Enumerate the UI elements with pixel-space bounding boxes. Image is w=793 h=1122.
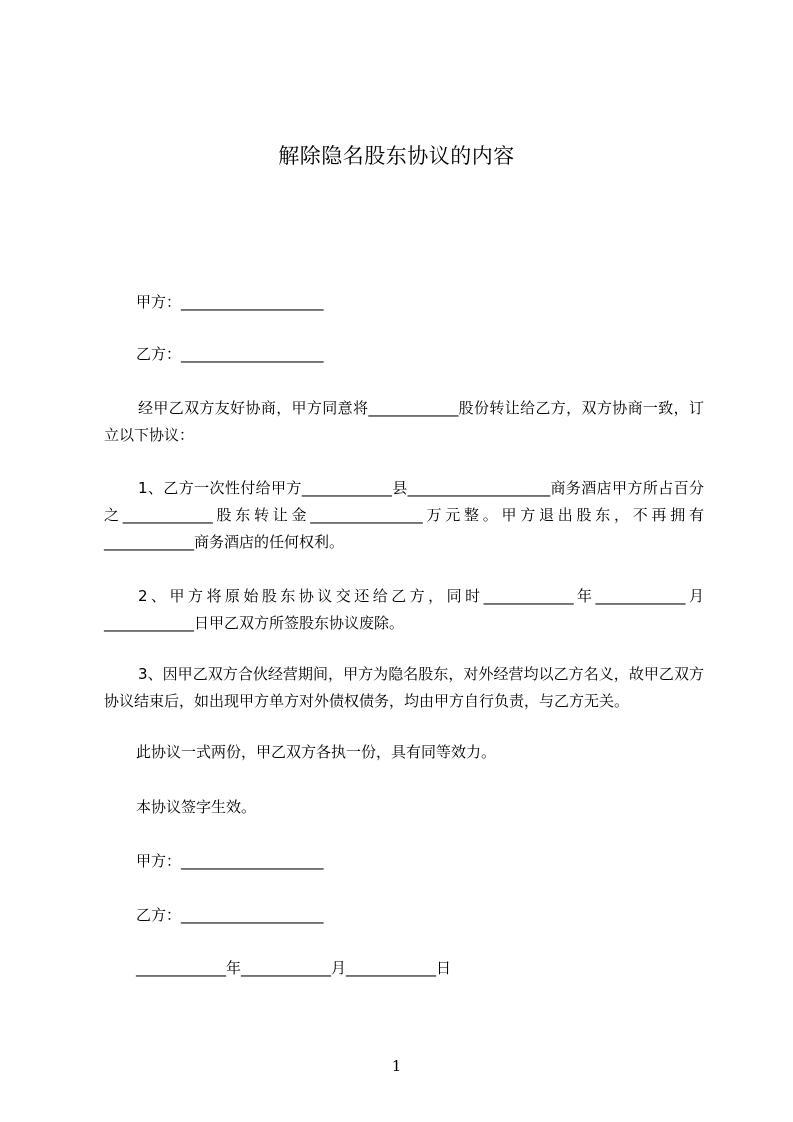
document-title: 解除隐名股东协议的内容 bbox=[278, 144, 515, 168]
party-a-line: 甲方：___________________ bbox=[136, 293, 324, 311]
clause-1: 1、乙方一次性付给甲方____________县___________________商务酒店甲方所占百分之____________股东转让金_______________万元整。甲方退出股东，不再拥有____________商务酒店的任何权利。 bbox=[104, 479, 704, 551]
signature-party-b: 乙方：___________________ bbox=[136, 906, 324, 924]
intro-paragraph: 经甲乙双方友好协商，甲方同意将____________股份转让给乙方，双方协商一致，订立以下协议： bbox=[104, 399, 704, 444]
page-number: 1 bbox=[391, 1057, 402, 1075]
date-line: ____________年____________月____________日 bbox=[136, 959, 452, 977]
clause-2: 2、甲方将原始股东协议交还给乙方，同时____________年____________月____________日甲乙双方所签股东协议废除。 bbox=[104, 587, 704, 632]
clause-3: 3、因甲乙双方合伙经营期间，甲方为隐名股东，对外经营均以乙方名义，故甲乙双方协议结束后，如出现甲方单方对外债权债务，均由甲方自行负责，与乙方无关。 bbox=[104, 665, 704, 710]
effective-statement: 本协议签字生效。 bbox=[136, 798, 257, 816]
party-b-line: 乙方：___________________ bbox=[136, 345, 324, 363]
signature-party-a: 甲方：___________________ bbox=[136, 852, 324, 870]
copies-statement: 此协议一式两份，甲乙双方各执一份，具有同等效力。 bbox=[136, 743, 497, 761]
